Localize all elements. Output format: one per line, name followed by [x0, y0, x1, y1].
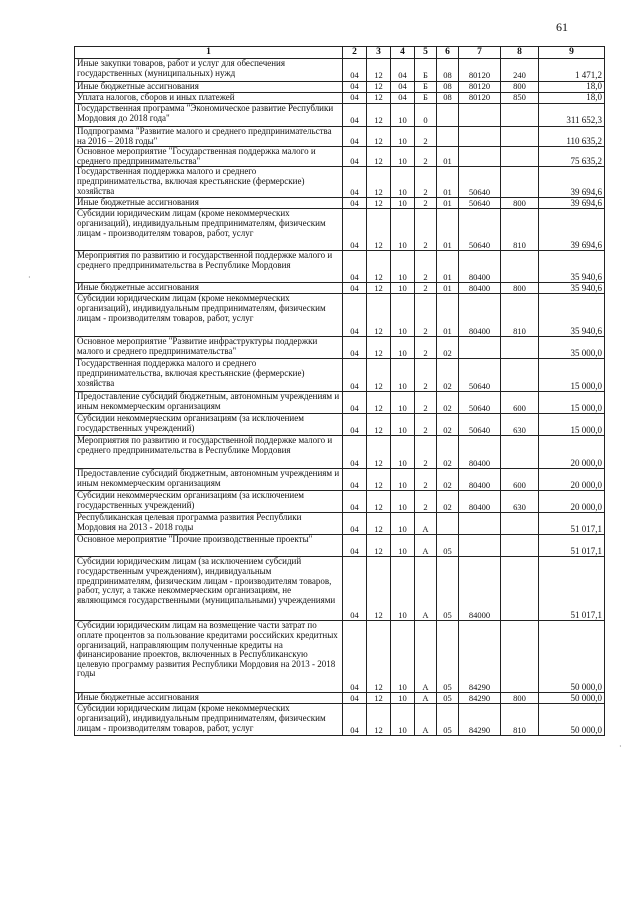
table-row [75, 469, 605, 491]
row-code-c8 [501, 535, 539, 557]
row-code-c3: 12 [367, 557, 391, 621]
row-code-c3: 12 [367, 147, 391, 167]
row-code-c2: 04 [343, 93, 367, 104]
row-code-c5: А [415, 621, 437, 693]
row-code-c5: 0 [415, 104, 437, 127]
row-code-c4: 10 [391, 469, 415, 491]
row-amount: 39 694,6 [539, 167, 605, 198]
row-code-c6: 02 [437, 436, 459, 469]
row-code-c8 [501, 147, 539, 167]
row-code-c6: 01 [437, 167, 459, 198]
row-code-c2: 04 [343, 209, 367, 251]
row-code-c2: 04 [343, 704, 367, 736]
row-name: Иные закупки товаров, работ и услуг для обеспечения государственных (муниципальных) нужд [75, 59, 343, 82]
row-name: Субсидии юридическим лицам (кроме некоммерческих организаций), индивидуальным предпринимателям, физическим лицам - производителям товаров, работ, услуг [75, 294, 343, 337]
row-code-c6: 01 [437, 198, 459, 209]
row-code-c5: 2 [415, 469, 437, 491]
row-code-c2: 04 [343, 82, 367, 93]
row-amount: 15 000,0 [539, 359, 605, 392]
row-code-c3: 12 [367, 251, 391, 283]
row-code-c2: 04 [343, 535, 367, 557]
row-code-c3: 12 [367, 82, 391, 93]
row-code-c7: 50640 [459, 198, 501, 209]
row-code-c7 [459, 513, 501, 535]
row-code-c2: 04 [343, 436, 367, 469]
row-code-c3: 12 [367, 436, 391, 469]
table-row [75, 251, 605, 283]
row-code-c6: 02 [437, 469, 459, 491]
header-row [75, 47, 605, 59]
column-header: 6 [437, 47, 459, 59]
row-code-c4: 10 [391, 198, 415, 209]
row-code-c6 [437, 513, 459, 535]
row-code-c2: 04 [343, 359, 367, 392]
row-code-c4: 10 [391, 337, 415, 359]
row-code-c8: 810 [501, 704, 539, 736]
row-name: Иные бюджетные ассигнования [75, 693, 343, 704]
row-amount: 35 940,6 [539, 294, 605, 337]
row-code-c5: А [415, 557, 437, 621]
row-code-c3: 12 [367, 469, 391, 491]
row-code-c7 [459, 337, 501, 359]
table-row [75, 283, 605, 294]
row-code-c8 [501, 251, 539, 283]
column-header: 9 [539, 47, 605, 59]
column-header: 1 [75, 47, 343, 59]
row-name: Подпрограмма "Развитие малого и среднего предпринимательства на 2016 – 2018 годы" [75, 127, 343, 147]
row-code-c8 [501, 359, 539, 392]
row-code-c8: 800 [501, 198, 539, 209]
row-code-c7: 50640 [459, 359, 501, 392]
row-code-c3: 12 [367, 392, 391, 414]
row-amount: 20 000,0 [539, 469, 605, 491]
row-code-c6: 05 [437, 621, 459, 693]
table-row [75, 147, 605, 167]
row-code-c4: 04 [391, 93, 415, 104]
row-amount: 311 652,3 [539, 104, 605, 127]
row-code-c5: 2 [415, 294, 437, 337]
column-header: 2 [343, 47, 367, 59]
row-code-c4: 10 [391, 283, 415, 294]
row-code-c5: 2 [415, 414, 437, 436]
row-code-c2: 04 [343, 469, 367, 491]
row-code-c3: 12 [367, 535, 391, 557]
row-code-c7: 80120 [459, 82, 501, 93]
row-code-c2: 04 [343, 693, 367, 704]
row-code-c4: 10 [391, 127, 415, 147]
row-name: Предоставление субсидий бюджетным, автономным учреждениям и иным некоммерческим организациям [75, 392, 343, 414]
row-code-c3: 12 [367, 414, 391, 436]
row-code-c4: 10 [391, 294, 415, 337]
row-code-c6 [437, 104, 459, 127]
table-row [75, 294, 605, 337]
row-code-c3: 12 [367, 104, 391, 127]
row-code-c6: 05 [437, 704, 459, 736]
row-code-c8: 800 [501, 693, 539, 704]
row-code-c8: 240 [501, 59, 539, 82]
row-code-c7: 80120 [459, 59, 501, 82]
column-header: 3 [367, 47, 391, 59]
row-code-c7: 84290 [459, 693, 501, 704]
row-code-c7: 80400 [459, 294, 501, 337]
row-name: Субсидии юридическим лицам (кроме некоммерческих организаций), индивидуальным предпринимателям, физическим лицам - производителям товаров, работ, услуг [75, 209, 343, 251]
table-row [75, 82, 605, 93]
table-row [75, 198, 605, 209]
row-code-c7: 84290 [459, 621, 501, 693]
row-code-c2: 04 [343, 147, 367, 167]
row-code-c4: 10 [391, 436, 415, 469]
budget-table [74, 46, 605, 736]
row-code-c6: 01 [437, 294, 459, 337]
row-code-c2: 04 [343, 513, 367, 535]
row-code-c6: 02 [437, 359, 459, 392]
row-code-c4: 10 [391, 414, 415, 436]
row-code-c8: 800 [501, 283, 539, 294]
row-code-c6: 01 [437, 283, 459, 294]
row-code-c5: Б [415, 93, 437, 104]
row-code-c8: 630 [501, 491, 539, 513]
row-amount: 51 017,1 [539, 557, 605, 621]
row-code-c8 [501, 513, 539, 535]
row-code-c8: 600 [501, 469, 539, 491]
row-name: Республиканская целевая программа развития Республики Мордовия на 2013 - 2018 годы [75, 513, 343, 535]
row-code-c6: 05 [437, 693, 459, 704]
row-code-c4: 10 [391, 251, 415, 283]
row-code-c2: 04 [343, 104, 367, 127]
row-code-c5: Б [415, 59, 437, 82]
row-code-c6: 02 [437, 491, 459, 513]
row-code-c7: 80400 [459, 491, 501, 513]
row-code-c2: 04 [343, 127, 367, 147]
row-amount: 35 940,6 [539, 283, 605, 294]
row-code-c8: 850 [501, 93, 539, 104]
row-amount: 35 940,6 [539, 251, 605, 283]
row-code-c2: 04 [343, 283, 367, 294]
table-row [75, 535, 605, 557]
row-code-c8: 810 [501, 209, 539, 251]
column-header: 7 [459, 47, 501, 59]
row-code-c4: 10 [391, 621, 415, 693]
row-code-c2: 04 [343, 59, 367, 82]
row-code-c5: 2 [415, 167, 437, 198]
table-body [75, 59, 605, 736]
row-code-c4: 10 [391, 147, 415, 167]
row-name: Государственная программа "Экономическое развитие Республики Мордовия до 2018 года" [75, 104, 343, 127]
row-code-c2: 04 [343, 621, 367, 693]
row-amount: 50 000,0 [539, 704, 605, 736]
row-code-c7: 50640 [459, 209, 501, 251]
row-amount: 110 635,2 [539, 127, 605, 147]
row-code-c7 [459, 147, 501, 167]
row-code-c5: 2 [415, 147, 437, 167]
row-name: Основное мероприятие "Прочие производственные проекты" [75, 535, 343, 557]
row-amount: 20 000,0 [539, 491, 605, 513]
row-code-c3: 12 [367, 359, 391, 392]
row-amount: 51 017,1 [539, 535, 605, 557]
column-header: 5 [415, 47, 437, 59]
table-row [75, 104, 605, 127]
row-code-c5: 2 [415, 491, 437, 513]
row-name: Субсидии юридическим лицам (за исключением субсидий государственным учреждениям), индивидуальным предпринимателям, физическим лицам - производителям товаров, работ, услуг, а также некоммерческим организациям, не являющимся государственными (муниципальными) учреждениями [75, 557, 343, 621]
row-code-c5: 2 [415, 251, 437, 283]
row-code-c5: 2 [415, 198, 437, 209]
row-code-c4: 10 [391, 359, 415, 392]
row-code-c3: 12 [367, 167, 391, 198]
row-code-c7: 80400 [459, 436, 501, 469]
row-code-c6: 02 [437, 337, 459, 359]
margin-dot: · [619, 742, 622, 751]
row-code-c4: 10 [391, 491, 415, 513]
row-code-c8 [501, 337, 539, 359]
table-row [75, 359, 605, 392]
row-code-c7: 84000 [459, 557, 501, 621]
row-amount: 18,0 [539, 93, 605, 104]
row-amount: 20 000,0 [539, 436, 605, 469]
row-code-c8 [501, 436, 539, 469]
row-code-c4: 10 [391, 513, 415, 535]
row-code-c3: 12 [367, 621, 391, 693]
row-code-c8: 810 [501, 294, 539, 337]
row-code-c2: 04 [343, 251, 367, 283]
row-code-c3: 12 [367, 209, 391, 251]
row-amount: 35 000,0 [539, 337, 605, 359]
row-code-c2: 04 [343, 414, 367, 436]
row-code-c8 [501, 167, 539, 198]
row-amount: 39 694,6 [539, 198, 605, 209]
table-row [75, 621, 605, 693]
row-name: Основное мероприятие "Государственная поддержка малого и среднего предпринимательства" [75, 147, 343, 167]
row-amount: 15 000,0 [539, 414, 605, 436]
row-amount: 15 000,0 [539, 392, 605, 414]
row-code-c4: 10 [391, 392, 415, 414]
row-name: Иные бюджетные ассигнования [75, 198, 343, 209]
table-row [75, 436, 605, 469]
row-code-c5: 2 [415, 436, 437, 469]
row-code-c5: 2 [415, 209, 437, 251]
row-code-c3: 12 [367, 491, 391, 513]
row-code-c4: 10 [391, 535, 415, 557]
column-header: 8 [501, 47, 539, 59]
row-code-c2: 04 [343, 167, 367, 198]
row-code-c2: 04 [343, 337, 367, 359]
row-name: Иные бюджетные ассигнования [75, 82, 343, 93]
row-code-c7: 80120 [459, 93, 501, 104]
row-code-c4: 10 [391, 704, 415, 736]
row-code-c3: 12 [367, 198, 391, 209]
row-code-c7 [459, 535, 501, 557]
row-code-c2: 04 [343, 198, 367, 209]
row-code-c3: 12 [367, 93, 391, 104]
row-code-c5: 2 [415, 283, 437, 294]
table-row [75, 209, 605, 251]
row-code-c6: 01 [437, 147, 459, 167]
row-name: Предоставление субсидий бюджетным, автономным учреждениям и иным некоммерческим организациям [75, 469, 343, 491]
row-code-c7 [459, 104, 501, 127]
row-code-c6: 02 [437, 414, 459, 436]
row-name: Мероприятия по развитию и государственной поддержке малого и среднего предпринимательства в Республике Мордовия [75, 436, 343, 469]
row-code-c5: Б [415, 82, 437, 93]
row-code-c3: 12 [367, 513, 391, 535]
table-row [75, 704, 605, 736]
row-code-c4: 10 [391, 209, 415, 251]
row-code-c4: 10 [391, 104, 415, 127]
row-code-c8: 600 [501, 392, 539, 414]
row-amount: 50 000,0 [539, 693, 605, 704]
row-code-c5: А [415, 704, 437, 736]
row-code-c8 [501, 621, 539, 693]
row-name: Субсидии некоммерческим организациям (за исключением государственных учреждений) [75, 491, 343, 513]
row-code-c6: 08 [437, 82, 459, 93]
row-code-c4: 10 [391, 693, 415, 704]
row-code-c7: 84290 [459, 704, 501, 736]
row-code-c7: 80400 [459, 251, 501, 283]
row-code-c6: 02 [437, 392, 459, 414]
row-code-c4: 10 [391, 167, 415, 198]
row-code-c7 [459, 127, 501, 147]
row-name: Иные бюджетные ассигнования [75, 283, 343, 294]
row-code-c4: 10 [391, 557, 415, 621]
row-code-c6 [437, 127, 459, 147]
row-code-c7: 80400 [459, 283, 501, 294]
row-name: Государственная поддержка малого и среднего предпринимательства, включая крестьянские (фермерские) хозяйства [75, 359, 343, 392]
row-code-c6: 05 [437, 535, 459, 557]
table-row [75, 414, 605, 436]
row-amount: 51 017,1 [539, 513, 605, 535]
table-row [75, 693, 605, 704]
row-code-c5: 2 [415, 337, 437, 359]
row-amount: 1 471,2 [539, 59, 605, 82]
row-code-c5: А [415, 693, 437, 704]
margin-dot: · [28, 273, 31, 282]
row-name: Уплата налогов, сборов и иных платежей [75, 93, 343, 104]
row-name: Субсидии некоммерческим организациям (за исключением государственных учреждений) [75, 414, 343, 436]
row-name: Государственная поддержка малого и среднего предпринимательства, включая крестьянские (фермерские) хозяйства [75, 167, 343, 198]
row-code-c3: 12 [367, 704, 391, 736]
row-code-c6: 08 [437, 59, 459, 82]
row-code-c2: 04 [343, 392, 367, 414]
row-code-c7: 50640 [459, 392, 501, 414]
table-row [75, 392, 605, 414]
row-name: Субсидии юридическим лицам на возмещение части затрат по оплате процентов за пользование кредитами российских кредитных организаций, направляющим полученные кредиты на финансирование проектов, включенных в Республиканскую целевую программу развития Республики Мордовия на 2013 - 2018 годы [75, 621, 343, 693]
column-header: 4 [391, 47, 415, 59]
table-row [75, 491, 605, 513]
row-code-c7: 50640 [459, 167, 501, 198]
table-row [75, 337, 605, 359]
row-code-c4: 04 [391, 59, 415, 82]
row-code-c5: 2 [415, 359, 437, 392]
row-code-c8 [501, 557, 539, 621]
row-code-c8 [501, 104, 539, 127]
row-amount: 75 635,2 [539, 147, 605, 167]
row-amount: 39 694,6 [539, 209, 605, 251]
row-code-c5: 2 [415, 127, 437, 147]
row-code-c3: 12 [367, 294, 391, 337]
row-code-c6: 01 [437, 251, 459, 283]
row-code-c8 [501, 127, 539, 147]
row-code-c5: А [415, 535, 437, 557]
row-code-c3: 12 [367, 59, 391, 82]
row-code-c5: А [415, 513, 437, 535]
row-code-c2: 04 [343, 491, 367, 513]
row-code-c7: 50640 [459, 414, 501, 436]
row-code-c3: 12 [367, 693, 391, 704]
row-code-c8: 800 [501, 82, 539, 93]
row-code-c7: 80400 [459, 469, 501, 491]
row-code-c3: 12 [367, 337, 391, 359]
row-code-c6: 05 [437, 557, 459, 621]
row-code-c2: 04 [343, 557, 367, 621]
row-code-c6: 01 [437, 209, 459, 251]
row-code-c8: 630 [501, 414, 539, 436]
row-amount: 18,0 [539, 82, 605, 93]
row-code-c2: 04 [343, 294, 367, 337]
row-name: Мероприятия по развитию и государственной поддержке малого и среднего предпринимательства в Республике Мордовия [75, 251, 343, 283]
table-row [75, 93, 605, 104]
table-row [75, 167, 605, 198]
page-number: 61 [556, 20, 568, 34]
table-row [75, 59, 605, 82]
row-name: Основное мероприятие "Развитие инфраструктуры поддержки малого и среднего предпринимательства" [75, 337, 343, 359]
row-code-c3: 12 [367, 283, 391, 294]
row-code-c5: 2 [415, 392, 437, 414]
row-name: Субсидии юридическим лицам (кроме некоммерческих организаций), индивидуальным предпринимателям, физическим лицам - производителям товаров, работ, услуг [75, 704, 343, 736]
table-row [75, 513, 605, 535]
row-code-c4: 04 [391, 82, 415, 93]
row-amount: 50 000,0 [539, 621, 605, 693]
row-code-c3: 12 [367, 127, 391, 147]
row-code-c6: 08 [437, 93, 459, 104]
table-row [75, 127, 605, 147]
table-row [75, 557, 605, 621]
